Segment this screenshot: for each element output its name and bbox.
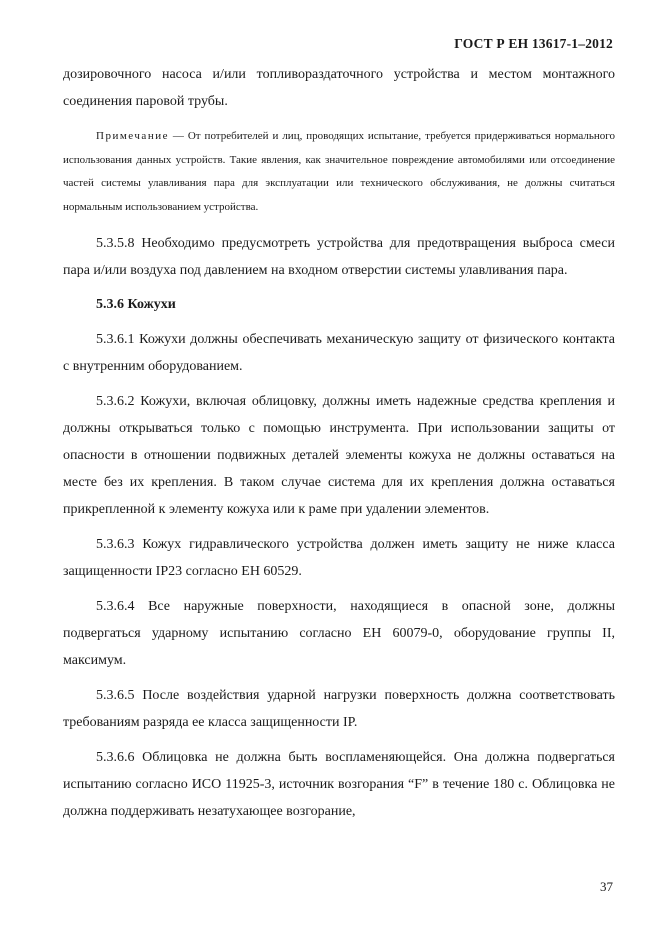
paragraph-5-3-6-2: 5.3.6.2 Кожухи, включая облицовку, должны иметь надежные средства крепления и должны открываться только с помощью инструмента. При использовании защиты от опасности в отношении подвижных деталей элементы кожуха не должны оставаться на месте без их крепления. В таком случае система для их крепления должна оставаться прикрепленной к элементу кожуха или к раме при удалении элементов.	[63, 394, 615, 517]
paragraph-5-3-6-4: 5.3.6.4 Все наружные поверхности, находящиеся в опасной зоне, должны подвергаться ударному испытанию согласно ЕН 60079-0, оборудование группы II, максимум.	[63, 599, 615, 668]
document-code-header: ГОСТ Р ЕН 13617-1–2012	[454, 36, 613, 51]
note-label: Примечание	[96, 130, 169, 142]
page-number: 37	[600, 879, 613, 894]
paragraph-5-3-6-5: 5.3.6.5 После воздействия ударной нагрузки поверхность должна соответствовать требованиям разряда ее класса защищенности IP.	[63, 688, 615, 730]
note-paragraph	[63, 125, 615, 219]
note-text: — От потребителей и лиц, проводящих испытание, требуется придерживаться нормального использования данных устройств. Такие явления, как значительное повреждение автомобилями или отсоединение частей системы улавливания пара для эксплуатации или технического обслуживания, не должны считаться нормальным использованием устройства.	[63, 130, 615, 213]
paragraph-5-3-6-6: 5.3.6.6 Облицовка не должна быть воспламеняющейся. Она должна подвергаться испытанию согласно ИСО 11925-3, источник возгорания “F” в течение 180 с. Облицовка не должна поддерживать незатухающее возгорание,	[63, 750, 615, 819]
continuation-paragraph: дозировочного насоса и/или топливораздаточного устройства и местом монтажного соединения паровой трубы.	[63, 67, 615, 109]
page-body	[63, 61, 615, 825]
section-heading-5-3-6: 5.3.6 Кожухи	[96, 297, 176, 312]
paragraph-5-3-6-3: 5.3.6.3 Кожух гидравлического устройства должен иметь защиту не ниже класса защищенности IP23 согласно ЕН 60529.	[63, 537, 615, 579]
paragraph-5-3-6-1: 5.3.6.1 Кожухи должны обеспечивать механическую защиту от физического контакта с внутренним оборудованием.	[63, 332, 615, 374]
paragraph-5-3-5-8: 5.3.5.8 Необходимо предусмотреть устройства для предотвращения выброса смеси пара и/или воздуха под давлением на входном отверстии системы улавливания пара.	[63, 236, 615, 278]
